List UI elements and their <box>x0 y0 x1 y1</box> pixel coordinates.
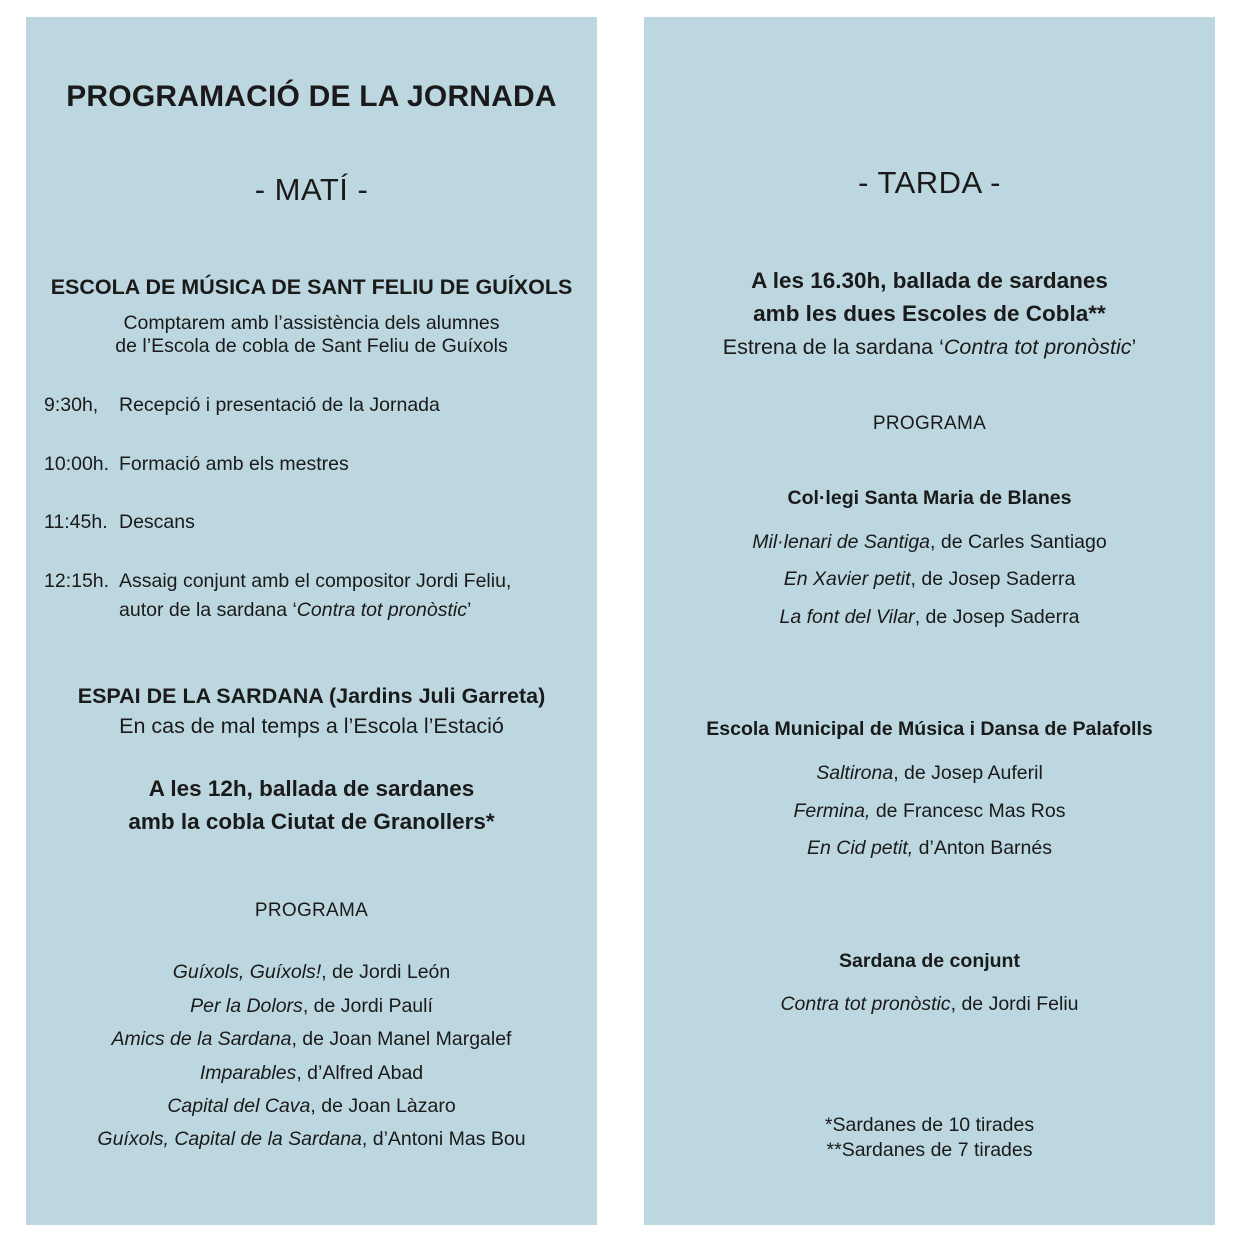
piece-title: La font del Vilar <box>779 606 915 628</box>
programa-label: PROGRAMA <box>254 900 369 921</box>
piece-title: Guíxols, Guíxols! <box>172 961 322 983</box>
piece-author: , de Carles Santiago <box>930 531 1107 553</box>
school-line-1: Comptarem amb l’assistència dels alumnes <box>123 312 500 334</box>
piece-title: Imparables <box>199 1062 297 1084</box>
schedule-time: 9:30h, <box>44 394 99 416</box>
schedule-row <box>44 394 589 417</box>
piece-title: Saltirona <box>816 762 894 784</box>
program-item <box>26 1062 597 1085</box>
venue-note: En cas de mal temps a l’Escola l’Estació <box>119 714 504 738</box>
premiere-text: Estrena de la sardana ‘ <box>722 335 944 359</box>
piece-author: , de Jordi Feliu <box>950 993 1079 1015</box>
footnote-2: **Sardanes de 7 tirades <box>826 1139 1033 1161</box>
piece-author: de Francesc Mas Ros <box>870 800 1066 822</box>
group-heading: Col·legi Santa Maria de Blanes <box>787 487 1072 509</box>
piece-title: Amics de la Sardana <box>111 1028 292 1050</box>
piece-author: , de Joan Làzaro <box>310 1095 456 1117</box>
morning-panel <box>26 17 597 1225</box>
program-item <box>26 1128 597 1151</box>
dance-line-2: amb la cobla Ciutat de Granollers* <box>128 809 495 834</box>
piece-author: , de Joan Manel Margalef <box>291 1028 512 1050</box>
piece-author: , de Josep Saderra <box>910 568 1076 590</box>
page-title: PROGRAMACIÓ DE LA JORNADA <box>66 80 557 113</box>
morning-section-title: - MATÍ - <box>254 172 369 207</box>
schedule-time: 10:00h. <box>44 453 110 475</box>
schedule-text: Assaig conjunt amb el compositor Jordi Feliu, <box>119 570 512 592</box>
schedule-text: autor de la sardana ‘ <box>119 599 297 621</box>
piece-author: , de Josep Auferil <box>893 762 1043 784</box>
piece-author: , d’Alfred Abad <box>296 1062 424 1084</box>
program-item <box>644 606 1215 629</box>
premiere-note <box>644 335 1215 360</box>
program-item <box>644 762 1215 785</box>
schedule-text: Recepció i presentació de la Jornada <box>119 394 440 416</box>
piece-title: Per la Dolors <box>190 995 303 1017</box>
afternoon-panel <box>644 17 1215 1225</box>
program-item <box>26 1095 597 1118</box>
dance-line-2: amb les dues Escoles de Cobla** <box>753 301 1106 326</box>
program-item <box>644 800 1215 823</box>
program-item <box>644 568 1215 591</box>
group-heading: Sardana de conjunt <box>839 950 1020 972</box>
premiere-text: ’ <box>1131 335 1137 359</box>
school-line-2: de l’Escola de cobla de Sant Feliu de Guíxols <box>115 335 508 357</box>
piece-title: En Xavier petit <box>783 568 911 590</box>
venue-heading: ESPAI DE LA SARDANA (Jardins Juli Garreta) <box>77 684 546 708</box>
piece-title: Guíxols, Capital de la Sardana <box>97 1128 362 1150</box>
program-item <box>644 837 1215 860</box>
piece-author: , de Jordi Paulí <box>302 995 433 1017</box>
piece-title: Fermina, <box>793 800 871 822</box>
footnote-1: *Sardanes de 10 tirades <box>824 1114 1035 1136</box>
dance-line-1: A les 16.30h, ballada de sardanes <box>751 268 1108 293</box>
sardana-title: Contra tot pronòstic <box>296 599 467 621</box>
piece-title: Mil·lenari de Santiga <box>752 531 931 553</box>
schedule-text: Descans <box>119 511 195 533</box>
schedule-text: Formació amb els mestres <box>119 453 349 475</box>
program-item <box>26 961 597 984</box>
schedule-time: 11:45h. <box>44 511 108 533</box>
piece-author: , de Josep Saderra <box>914 606 1080 628</box>
group-heading: Escola Municipal de Música i Dansa de Palafolls <box>706 718 1153 740</box>
schedule-row <box>44 453 589 476</box>
piece-title: En Cid petit, <box>807 837 914 859</box>
program-item <box>26 1028 597 1051</box>
schedule-row <box>44 511 589 534</box>
afternoon-section-title: - TARDA - <box>858 165 1001 200</box>
piece-author: d’Anton Barnés <box>913 837 1052 859</box>
program-item <box>644 993 1215 1016</box>
schedule-text: ’ <box>466 599 472 621</box>
piece-author: , de Jordi León <box>321 961 451 983</box>
schedule-row <box>44 570 589 593</box>
program-item <box>644 531 1215 554</box>
piece-title: Capital del Cava <box>167 1095 311 1117</box>
premiere-title: Contra tot pronòstic <box>943 335 1132 359</box>
programa-label: PROGRAMA <box>872 413 987 434</box>
piece-title: Contra tot pronòstic <box>780 993 951 1015</box>
dance-line-1: A les 12h, ballada de sardanes <box>148 776 475 801</box>
schedule-row-continuation <box>44 599 589 622</box>
piece-author: , d’Antoni Mas Bou <box>361 1128 526 1150</box>
schedule-time: 12:15h. <box>44 570 110 592</box>
school-heading: ESCOLA DE MÚSICA DE SANT FELIU DE GUÍXOLS <box>50 275 573 299</box>
program-item <box>26 995 597 1018</box>
